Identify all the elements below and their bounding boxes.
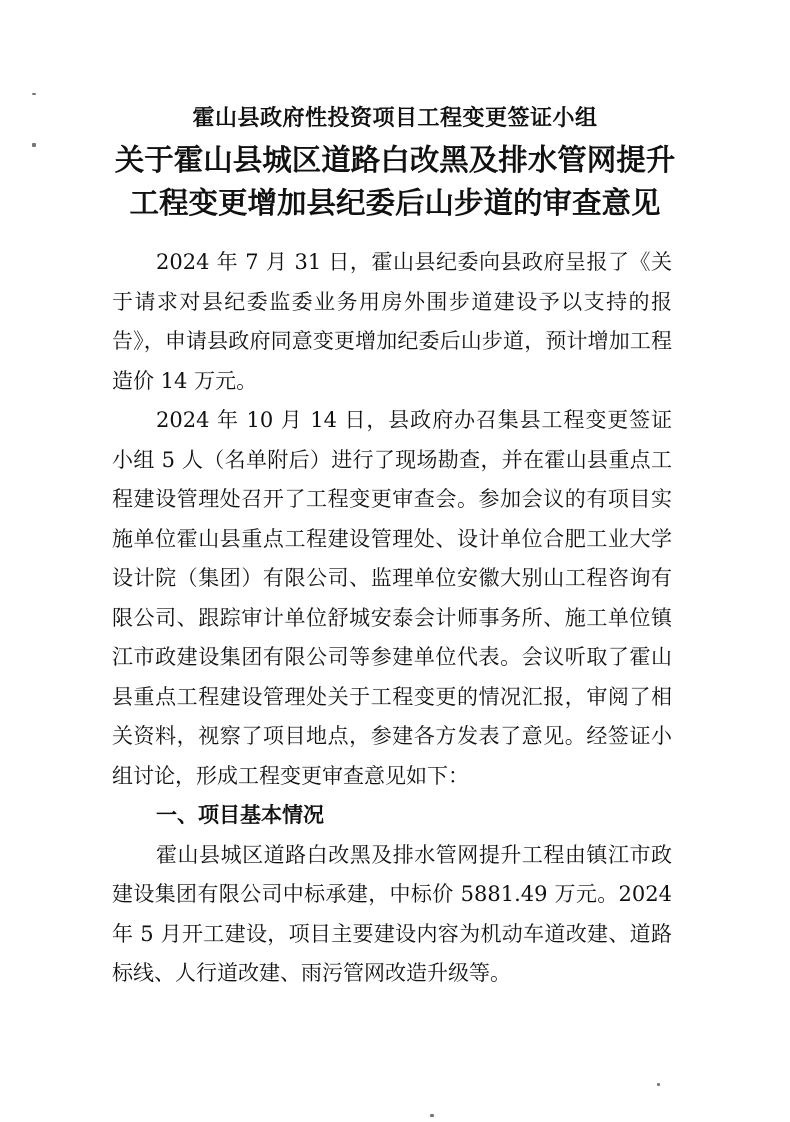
scan-mark [32,93,36,95]
document-body [112,243,672,994]
scan-mark [430,1114,434,1117]
body-paragraph: 2024 年 7 月 31 日，霍山县纪委向县政府呈报了《关于请求对县纪委监委业务用房外围步道建设予以支持的报告》，申请县政府同意变更增加纪委后山步道，预计增加工程造价 14 万元。 [112,250,672,393]
body-paragraph: 2024 年 10 月 14 日，县政府办召集县工程变更签证小组 5 人（名单附后）进行了现场勘查，并在霍山县重点工程建设管理处召开了工程变更审查会。参加会议的有项目实施单位霍山县重点工程建设管理处、设计单位合肥工业大学设计院（集团）有限公司、监理单位安徽大别山工程咨询有限公司、跟踪审计单位舒城安泰会计师事务所、施工单位镇江市政建设集团有限公司等参建单位代表。会议听取了霍山县重点工程建设管理处关于工程变更的情况汇报，审阅了相关资料，视察了项目地点，参建各方发表了意见。经签证小组讨论，形成工程变更审查意见如下： [112,408,672,788]
section-heading: 一、项目基本情况 [156,803,324,827]
scan-mark [657,1083,660,1086]
document-title-line-2: 工程变更增加县纪委后山步道的审查意见 [129,185,661,220]
document-title-line-1: 关于霍山县城区道路白改黑及排水管网提升 [114,142,676,177]
section-paragraph: 霍山县城区道路白改黑及排水管网提升工程由镇江市政建设集团有限公司中标承建，中标价 5881.49 万元。2024 年 5 月开工建设，项目主要建设内容为机动车道改建、道路标线、人行道改建、雨污管网改造升级等。 [112,842,672,985]
issuing-organization: 霍山县政府性投资项目工程变更签证小组 [192,105,598,131]
